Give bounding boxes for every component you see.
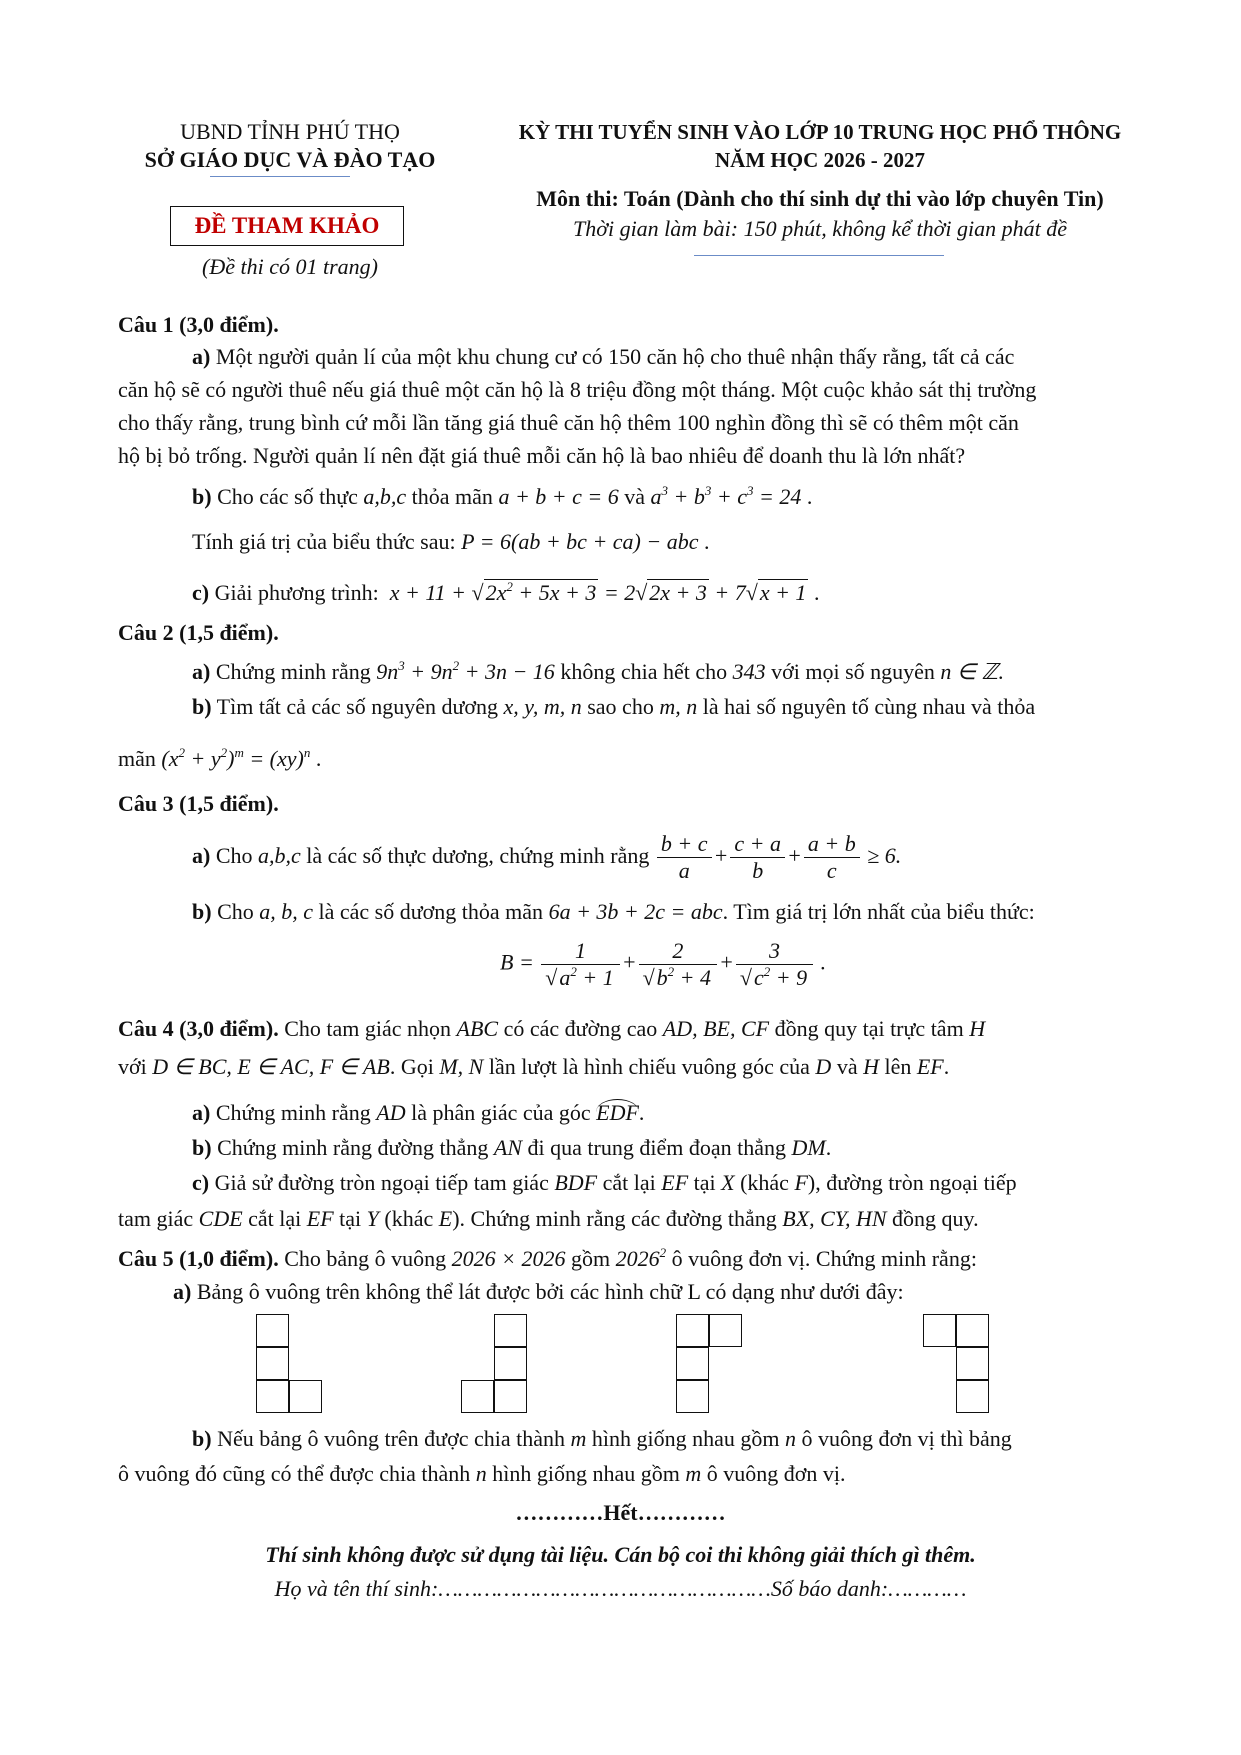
q3a-line (118, 826, 1141, 886)
q2b-math-mn: m, n (659, 694, 698, 719)
q3a-math-vars: a,b,c (258, 843, 301, 868)
q4c-text5: ), đường tròn ngoại tiếp (807, 1170, 1017, 1195)
q4c-text9: (khác (384, 1206, 434, 1231)
footer-note: Thí sinh không được sử dụng tài liệu. Cán bộ coi thi không giải thích gì thêm. (265, 1542, 976, 1567)
q4-text6: lần lượt là hình chiếu vuông góc của (488, 1054, 810, 1079)
q2b-text4: mãn (118, 746, 156, 771)
q5a-line (118, 1275, 1141, 1308)
l-shape-3 (676, 1314, 746, 1414)
q4a-line: a) Chứng minh rằng AD là phân giác của góc EDF. (192, 1100, 645, 1125)
q5-text2: gồm (571, 1246, 611, 1271)
subject-line: Môn thi: Toán (Dành cho thí sinh dự thi vào lớp chuyên Tin) (536, 186, 1104, 211)
q1a-line2: căn hộ sẽ có người thuê nếu giá thuê một căn hộ là 8 triệu đồng một tháng. Một cuộc khảo sát thị trường (118, 377, 1037, 402)
q4c-math-bdf: BDF (554, 1170, 598, 1195)
q5-text1: Cho bảng ô vuông (284, 1246, 447, 1271)
q4-math-ef: EF (916, 1054, 944, 1079)
q4a-text1: Chứng minh rằng (215, 1100, 371, 1125)
q4c-math-lines: BX, CY, HN (782, 1206, 887, 1231)
q4a-math-ad: AD (376, 1100, 406, 1125)
q4c-text8: tại (339, 1206, 362, 1231)
q5-text3: ô vuông đơn vị. Chứng minh rằng: (671, 1246, 977, 1271)
issuer-line2: SỞ GIÁO DỤC VÀ ĐÀO TẠO (144, 147, 436, 172)
exam-title (470, 118, 1170, 174)
time-line: Thời gian làm bài: 150 phút, không kể thời gian phát đề (572, 216, 1067, 241)
q4c-text4: (khác (740, 1170, 789, 1195)
q5b-text2: hình giống nhau gồm (591, 1426, 780, 1451)
page-count-note: (Đề thi có 01 trang) (202, 254, 378, 279)
q5a-label: a) (173, 1279, 192, 1304)
q4c-line2 (118, 1202, 1141, 1235)
q2b-label: b) (192, 694, 212, 719)
q2a-math-set: n ∈ ℤ (940, 659, 998, 684)
q5b-text4: ô vuông đó cũng có thể được chia thành (118, 1461, 471, 1486)
q4b-text1: Chứng minh rằng đường thẳng (217, 1135, 489, 1160)
q3a-math-inequality: $\frac{b + c}{a}$ + $\frac{c + a}{b}$ + $\frac{a + b}{c}$ ≥ 6. (655, 843, 901, 868)
q3b-math-B: B = $\frac{1}{√a^2 + 1}$ + $\frac{2}{√b^2 + 4}$ + $\frac{3}{√c^2 + 9}$ . (500, 938, 827, 990)
q4-text8: lên (884, 1054, 912, 1079)
q4a-label: a) (192, 1100, 211, 1125)
q1a-line4: hộ bị bỏ trống. Người quản lí nên đặt giá thuê mỗi căn hộ là bao nhiêu để doanh thu là lớn nhất? (118, 443, 966, 468)
q1b-text1: Cho các số thực (217, 484, 358, 509)
q5b-text6: ô vuông đơn vị. (706, 1461, 846, 1486)
q4-math-d: D (815, 1054, 832, 1079)
q1a-line1 (118, 340, 1141, 373)
q4-line2: với D ∈ BC, E ∈ AC, F ∈ AB. Gọi M, N lần lượt là hình chiếu vuông góc của D và H lên EF. (118, 1054, 950, 1079)
q3b-math-vars: a, b, c (259, 899, 314, 924)
q4c-text2: cắt lại (602, 1170, 656, 1195)
q4c-math-ef: EF (661, 1170, 689, 1195)
q4-math-altitudes: AD, BE, CF (662, 1016, 770, 1041)
q1b-line1: b) Cho các số thực a,b,c thỏa mãn a + b + c = 6 và $a^3 + b^3 + c^3 = 24$ . (192, 483, 813, 509)
q3-title: Câu 3 (1,5 điểm). (118, 791, 279, 816)
q4c-math-x: X (721, 1170, 735, 1195)
q4c-math-e: E (438, 1206, 453, 1231)
l-shape-2 (461, 1314, 531, 1414)
q3a-text2: là các số thực dương, chứng minh rằng (306, 843, 650, 868)
q1c-line: c) Giải phương trình: $x + 11 + √2x^2 + 5x + 3 = 2√2x + 3 + 7√x + 1$ . (192, 579, 820, 605)
q4c-text1: Giả sử đường tròn ngoại tiếp tam giác (214, 1170, 549, 1195)
q2b-line2: mãn $(x^2 + y^2)^m = (xy)^n$ . (118, 745, 322, 771)
q4b-label: b) (192, 1135, 212, 1160)
q1b-text2: thỏa mãn (411, 484, 493, 509)
reference-badge: ĐỀ THAM KHẢO (170, 206, 404, 246)
q2a-text1: Chứng minh rằng (215, 659, 371, 684)
q3b-text3: . Tìm giá trị lớn nhất của biểu thức: (722, 899, 1035, 924)
q1a-label: a) (192, 344, 211, 369)
q4-math-h: H (969, 1016, 986, 1041)
issuer-rule (210, 176, 350, 177)
q4c-text11: đồng quy. (892, 1206, 979, 1231)
q4b-line: b) Chứng minh rằng đường thẳng AN đi qua trung điểm đoạn thẳng DM. (192, 1135, 832, 1160)
q2b-text2: sao cho (587, 694, 654, 719)
q4c-label: c) (192, 1170, 210, 1195)
end-marker: …………Hết………… (515, 1500, 726, 1525)
q5b-text5: hình giống nhau gồm (492, 1461, 680, 1486)
q5b-math-m2: m (685, 1461, 702, 1486)
q3b-text2: là các số dương thỏa mãn (318, 899, 544, 924)
q3a-text1: Cho (215, 843, 253, 868)
q5b-text3: ô vuông đơn vị thì bảng (801, 1426, 1012, 1451)
q2a-line: a) Chứng minh rằng $9n^3 + 9n^2 + 3n - 16$ không chia hết cho 343 với mọi số nguyên n ∈ ℤ. (192, 658, 1004, 684)
q2a-text2: không chia hết cho (560, 659, 728, 684)
q5b-math-n2: n (475, 1461, 487, 1486)
q2b-line1 (118, 690, 1141, 723)
issuer-block (110, 118, 470, 174)
q3a-label: a) (192, 843, 211, 868)
q4b-math-dm: DM (791, 1135, 826, 1160)
q4-text1: Cho tam giác nhọn (284, 1016, 452, 1041)
q1b-label: b) (192, 484, 212, 509)
exam-title-line1: KỲ THI TUYỂN SINH VÀO LỚP 10 TRUNG HỌC PHỔ THÔNG (518, 120, 1122, 144)
q3b-label: b) (192, 899, 212, 924)
q3b-text1: Cho (217, 899, 254, 924)
q5b-math-m: m (570, 1426, 587, 1451)
q3b-math-condition: 6a + 3b + 2c = abc (548, 899, 723, 924)
q1b-text4: Tính giá trị của biểu thức sau: (192, 529, 456, 554)
q2b-text1: Tìm tất cả các số nguyên dương (216, 694, 499, 719)
exam-title-line2: NĂM HỌC 2026 - 2027 (715, 148, 925, 172)
q2a-math-343: 343 (732, 659, 766, 684)
q4-math-mn: M, N (439, 1054, 484, 1079)
q5a-text: Bảng ô vuông trên không thể lát được bởi các hình chữ L có dạng như dưới đây: (196, 1279, 904, 1304)
issuer-line1: UBND TỈNH PHÚ THỌ (180, 119, 400, 144)
l-shape-1 (256, 1314, 326, 1414)
q4c-math-ef2: EF (306, 1206, 334, 1231)
q3b-line (118, 895, 1141, 928)
q4b-text2: đi qua trung điểm đoạn thẳng (527, 1135, 786, 1160)
q4c-text10: ). Chứng minh rằng các đường thẳng (452, 1206, 777, 1231)
q4c-math-y: Y (366, 1206, 379, 1231)
q4c-text6: tam giác (118, 1206, 194, 1231)
q1b-math-sum: a + b + c = 6 (498, 484, 619, 509)
q2b-text3: là hai số nguyên tố cùng nhau và thỏa (702, 694, 1036, 719)
time-rule (694, 255, 944, 256)
q1b-math-expr: P = 6(ab + bc + ca) − abc (461, 529, 699, 554)
q1c-label: c) (192, 580, 210, 605)
q4a-math-angle: EDF (596, 1100, 639, 1125)
q4-title: Câu 4 (3,0 điểm). (118, 1016, 279, 1041)
q5b-label: b) (192, 1426, 212, 1451)
q5-math-size: 2026 × 2026 (451, 1246, 566, 1271)
q4-text2: có các đường cao (503, 1016, 658, 1041)
q2-title: Câu 2 (1,5 điểm). (118, 620, 279, 645)
l-shape-4 (923, 1314, 993, 1414)
q2b-math-equation: $(x^2 + y^2)^m = (xy)^n$ (161, 745, 311, 771)
q1b-math-vars: a,b,c (363, 484, 407, 509)
q1-title: Câu 1 (3,0 điểm). (118, 312, 279, 337)
q4b-math-an: AN (493, 1135, 523, 1160)
q1c-text: Giải phương trình: (214, 580, 379, 605)
q5b-text1: Nếu bảng ô vuông trên được chia thành (217, 1426, 566, 1451)
q2a-label: a) (192, 659, 211, 684)
q5-math-count: 2026$^2$ (615, 1245, 667, 1271)
q4c-math-cde: CDE (198, 1206, 243, 1231)
q4c-text3: tại (693, 1170, 716, 1195)
q5-title: Câu 5 (1,0 điểm). (118, 1246, 279, 1271)
q4-text4: với (118, 1054, 147, 1079)
q4a-text2: là phân giác của góc (411, 1100, 591, 1125)
q1a-text1: Một người quản lí của một khu chung cư có 150 căn hộ cho thuê nhận thấy rằng, tất cả các (215, 344, 1015, 369)
q4-math-points: D ∈ BC, E ∈ AC, F ∈ AB (152, 1054, 390, 1079)
q1c-math-equation: $x + 11 + √2x^2 + 5x + 3 = 2√2x + 3 + 7√x + 1$ (389, 579, 807, 605)
q4-text3: đồng quy tại trực tâm (774, 1016, 964, 1041)
q5b-line1 (118, 1422, 1141, 1455)
candidate-info-line: Họ và tên thí sinh:……………………………………………Số báo danh:………… (274, 1576, 967, 1601)
q4c-text7: cắt lại (248, 1206, 302, 1231)
q4-math-h2: H (863, 1054, 879, 1079)
q5b-line2 (118, 1457, 1141, 1490)
q2a-math-poly: $9n^3 + 9n^2 + 3n - 16$ (376, 658, 555, 684)
q1b-text3: và (624, 484, 646, 509)
q4-math-abc: ABC (456, 1016, 499, 1041)
q2a-text3: với mọi số nguyên (771, 659, 935, 684)
q5-line1 (118, 1242, 1141, 1275)
q4c-math-f: F (794, 1170, 808, 1195)
q4c-line1 (118, 1166, 1141, 1199)
q1b-line2: Tính giá trị của biểu thức sau: P = 6(ab + bc + ca) − abc . (192, 529, 710, 554)
q4-text7: và (836, 1054, 858, 1079)
q2b-math-vars: x, y, m, n (503, 694, 582, 719)
q5b-math-n: n (785, 1426, 797, 1451)
q4-text5: . Gọi (389, 1054, 434, 1079)
q4-line1 (118, 1012, 1141, 1045)
q1a-line3: cho thấy rằng, trung bình cứ mỗi lần tăng giá thuê căn hộ thêm 100 nghìn đồng thì sẽ có thêm một căn (118, 410, 1019, 435)
q1b-math-cubes: $a^3 + b^3 + c^3 = 24$ (650, 483, 802, 509)
